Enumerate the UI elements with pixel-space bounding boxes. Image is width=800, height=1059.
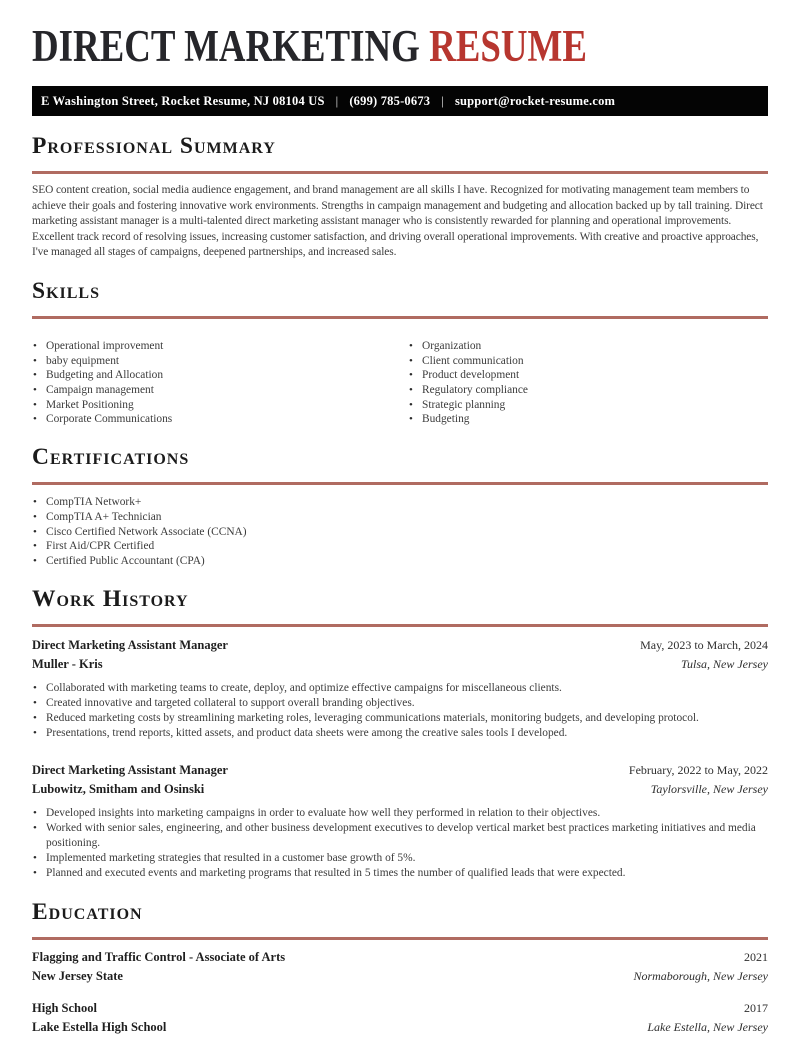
section-rule bbox=[32, 624, 768, 627]
section-heading-education: Education bbox=[32, 898, 143, 925]
skill-item bbox=[32, 368, 400, 383]
section-education bbox=[32, 899, 768, 1035]
resume-page bbox=[0, 21, 800, 1035]
job-bullet bbox=[32, 696, 768, 711]
bullet-dot: • bbox=[33, 354, 37, 367]
skill-item bbox=[408, 398, 768, 413]
job-bullet bbox=[32, 681, 768, 696]
job-bullet-text: Implemented marketing strategies that resulted in a customer base growth of 5%. bbox=[46, 852, 416, 865]
skill-item bbox=[32, 398, 400, 413]
certifications-list bbox=[32, 495, 768, 569]
education-location: Normaborough, New Jersey bbox=[633, 968, 768, 983]
certification-item bbox=[32, 554, 768, 569]
page-title bbox=[32, 21, 768, 71]
skill-label: Product development bbox=[422, 369, 520, 382]
job-company: Muller - Kris bbox=[32, 656, 103, 671]
job-company-row bbox=[32, 657, 768, 672]
skill-item bbox=[32, 383, 400, 398]
skill-item bbox=[32, 339, 400, 354]
job-bullet bbox=[32, 866, 768, 881]
education-school-row bbox=[32, 1020, 768, 1035]
contact-separator: | bbox=[441, 93, 444, 108]
job-bullet bbox=[32, 806, 768, 821]
bullet-dot: • bbox=[33, 821, 37, 834]
section-rule bbox=[32, 316, 768, 319]
skill-item bbox=[408, 368, 768, 383]
education-school: Lake Estella High School bbox=[32, 1019, 167, 1034]
contact-separator: | bbox=[335, 93, 339, 108]
education-degree: High School bbox=[32, 1000, 97, 1015]
bullet-dot: • bbox=[33, 696, 37, 709]
skills-list-left bbox=[32, 339, 400, 427]
job-bullet-text: Collaborated with marketing teams to create, deploy, and optimize effective campaigns for miscellaneous clients. bbox=[46, 681, 562, 694]
education-degree: Flagging and Traffic Control - Associate of Arts bbox=[32, 949, 286, 964]
skill-label: Market Positioning bbox=[46, 398, 134, 411]
skill-label: baby equipment bbox=[46, 354, 120, 367]
skill-item bbox=[408, 412, 768, 427]
certification-item bbox=[32, 539, 768, 554]
bullet-dot: • bbox=[33, 540, 37, 553]
bullet-dot: • bbox=[409, 369, 413, 382]
certification-label: First Aid/CPR Certified bbox=[46, 540, 155, 553]
job-title-row bbox=[32, 763, 768, 778]
job-bullet-list bbox=[32, 681, 768, 742]
skill-item bbox=[408, 354, 768, 369]
job-company: Lubowitz, Smitham and Osinski bbox=[32, 781, 205, 796]
certification-label: Certified Public Accountant (CPA) bbox=[46, 555, 205, 567]
skill-label: Client communication bbox=[422, 354, 524, 367]
education-year: 2021 bbox=[744, 949, 768, 964]
skill-item bbox=[408, 383, 768, 398]
skill-label: Strategic planning bbox=[422, 398, 506, 411]
section-rule bbox=[32, 171, 768, 174]
job-dates: May, 2023 to March, 2024 bbox=[640, 637, 768, 652]
skill-label: Organization bbox=[422, 339, 482, 352]
bullet-dot: • bbox=[33, 806, 37, 819]
skill-label: Corporate Communications bbox=[46, 413, 173, 426]
bullet-dot: • bbox=[33, 510, 37, 523]
bullet-dot: • bbox=[33, 681, 37, 694]
bullet-dot: • bbox=[33, 398, 37, 411]
skills-list-right bbox=[400, 339, 768, 427]
skill-label: Budgeting bbox=[422, 413, 470, 426]
skill-item bbox=[32, 354, 400, 369]
skill-label: Regulatory compliance bbox=[422, 384, 528, 397]
bullet-dot: • bbox=[33, 384, 37, 397]
certification-item bbox=[32, 525, 768, 540]
certification-label: CompTIA A+ Technician bbox=[46, 510, 162, 523]
bullet-dot: • bbox=[33, 555, 37, 567]
section-professional-summary bbox=[32, 133, 768, 261]
job-bullet-text: Created innovative and targeted collateral to support overall branding objectives. bbox=[46, 696, 415, 709]
education-degree-row bbox=[32, 1001, 768, 1016]
skill-item bbox=[32, 412, 400, 427]
bullet-dot: • bbox=[33, 867, 37, 880]
section-heading-summary: Professional Summary bbox=[32, 133, 276, 159]
skill-label: Campaign management bbox=[46, 384, 154, 397]
skill-label: Operational improvement bbox=[46, 339, 164, 352]
job-bullet bbox=[32, 851, 768, 866]
education-school-row bbox=[32, 969, 768, 984]
job-bullet-text: Reduced marketing costs by streamlining marketing roles, leveraging communications materials, monitoring budgets, and developing protocol. bbox=[46, 712, 699, 725]
title-dark-text: DIRECT MARKETING bbox=[32, 21, 420, 71]
contact-bar bbox=[32, 86, 768, 116]
education-year: 2017 bbox=[744, 1000, 768, 1015]
section-work-history bbox=[32, 586, 768, 882]
certification-label: Cisco Certified Network Associate (CCNA) bbox=[46, 525, 247, 538]
section-rule bbox=[32, 482, 768, 485]
job-entry bbox=[32, 763, 768, 882]
education-location: Lake Estella, New Jersey bbox=[647, 1019, 768, 1034]
job-bullet-text: Planned and executed events and marketing programs that resulted in 5 times the number of qualified leads that were expected. bbox=[46, 867, 626, 880]
bullet-dot: • bbox=[409, 384, 413, 397]
bullet-dot: • bbox=[33, 525, 37, 538]
resume-title bbox=[32, 21, 587, 71]
bullet-dot: • bbox=[33, 369, 37, 382]
job-bullet-text: Presentations, trend reports, kitted assets, and product data sheets were among the creative sales tools I developed. bbox=[46, 727, 568, 740]
skill-label: Budgeting and Allocation bbox=[46, 369, 164, 382]
certification-label: CompTIA Network+ bbox=[46, 496, 142, 509]
bullet-dot: • bbox=[33, 413, 37, 426]
contact-email: support@rocket-resume.com bbox=[454, 93, 616, 108]
section-certifications bbox=[32, 444, 768, 569]
job-title-row bbox=[32, 638, 768, 653]
summary-text: SEO content creation, social media audience engagement, and brand management are all skills I have. Recognized for motivating management team members to achieve their goals and fostering innovative work environments. Strengths in campaign management and budgeting and allocation backed up by tall training. Direct marketing assistant manager is a multi-talented direct marketing assistant manager who is consistently rewarded for planning and operational improvements. Excellent track record of resolving issues, increasing customer satisfaction, and driving overall operational improvements. With creative and proactive approaches, I've managed all stages of campaigns, deepened partnerships, and increased sales. bbox=[32, 184, 763, 259]
job-bullet bbox=[32, 711, 768, 726]
job-bullet bbox=[32, 821, 768, 851]
job-entry bbox=[32, 638, 768, 742]
job-title: Direct Marketing Assistant Manager bbox=[32, 762, 228, 777]
bullet-dot: • bbox=[409, 398, 413, 411]
job-dates: February, 2022 to May, 2022 bbox=[628, 762, 768, 777]
education-school: New Jersey State bbox=[32, 968, 123, 983]
job-location: Taylorsville, New Jersey bbox=[650, 781, 768, 796]
education-entry bbox=[32, 950, 768, 984]
bullet-dot: • bbox=[33, 852, 37, 865]
section-heading-work-history: Work History bbox=[32, 585, 189, 612]
section-heading-skills: Skills bbox=[32, 277, 100, 304]
education-degree-row bbox=[32, 950, 768, 965]
skill-item bbox=[408, 339, 768, 354]
bullet-dot: • bbox=[409, 354, 413, 367]
section-rule bbox=[32, 937, 768, 940]
contact-address: E Washington Street, Rocket Resume, NJ 08104 US bbox=[41, 93, 325, 108]
section-skills bbox=[32, 278, 768, 427]
education-entry bbox=[32, 1001, 768, 1035]
job-bullet bbox=[32, 726, 768, 741]
bullet-dot: • bbox=[33, 712, 37, 725]
job-bullet-text: Worked with senior sales, engineering, and other business development executives to develop vertical market best practices marketing initiatives and media positioning. bbox=[46, 821, 756, 849]
bullet-dot: • bbox=[33, 339, 37, 352]
bullet-dot: • bbox=[409, 413, 413, 426]
job-bullet-text: Developed insights into marketing campaigns in order to evaluate how well they performed in relation to their objectives. bbox=[46, 806, 601, 819]
job-bullet-list bbox=[32, 806, 768, 882]
skills-columns bbox=[32, 329, 768, 427]
certification-item bbox=[32, 510, 768, 525]
certification-item bbox=[32, 495, 768, 510]
job-title: Direct Marketing Assistant Manager bbox=[32, 637, 228, 652]
contact-phone: (699) 785-0673 bbox=[349, 93, 431, 108]
title-accent-text: RESUME bbox=[429, 21, 587, 71]
bullet-dot: • bbox=[409, 339, 413, 352]
job-company-row bbox=[32, 782, 768, 797]
bullet-dot: • bbox=[33, 727, 37, 740]
section-heading-certifications: Certifications bbox=[32, 444, 190, 471]
job-location: Tulsa, New Jersey bbox=[681, 656, 768, 671]
bullet-dot: • bbox=[33, 496, 37, 509]
